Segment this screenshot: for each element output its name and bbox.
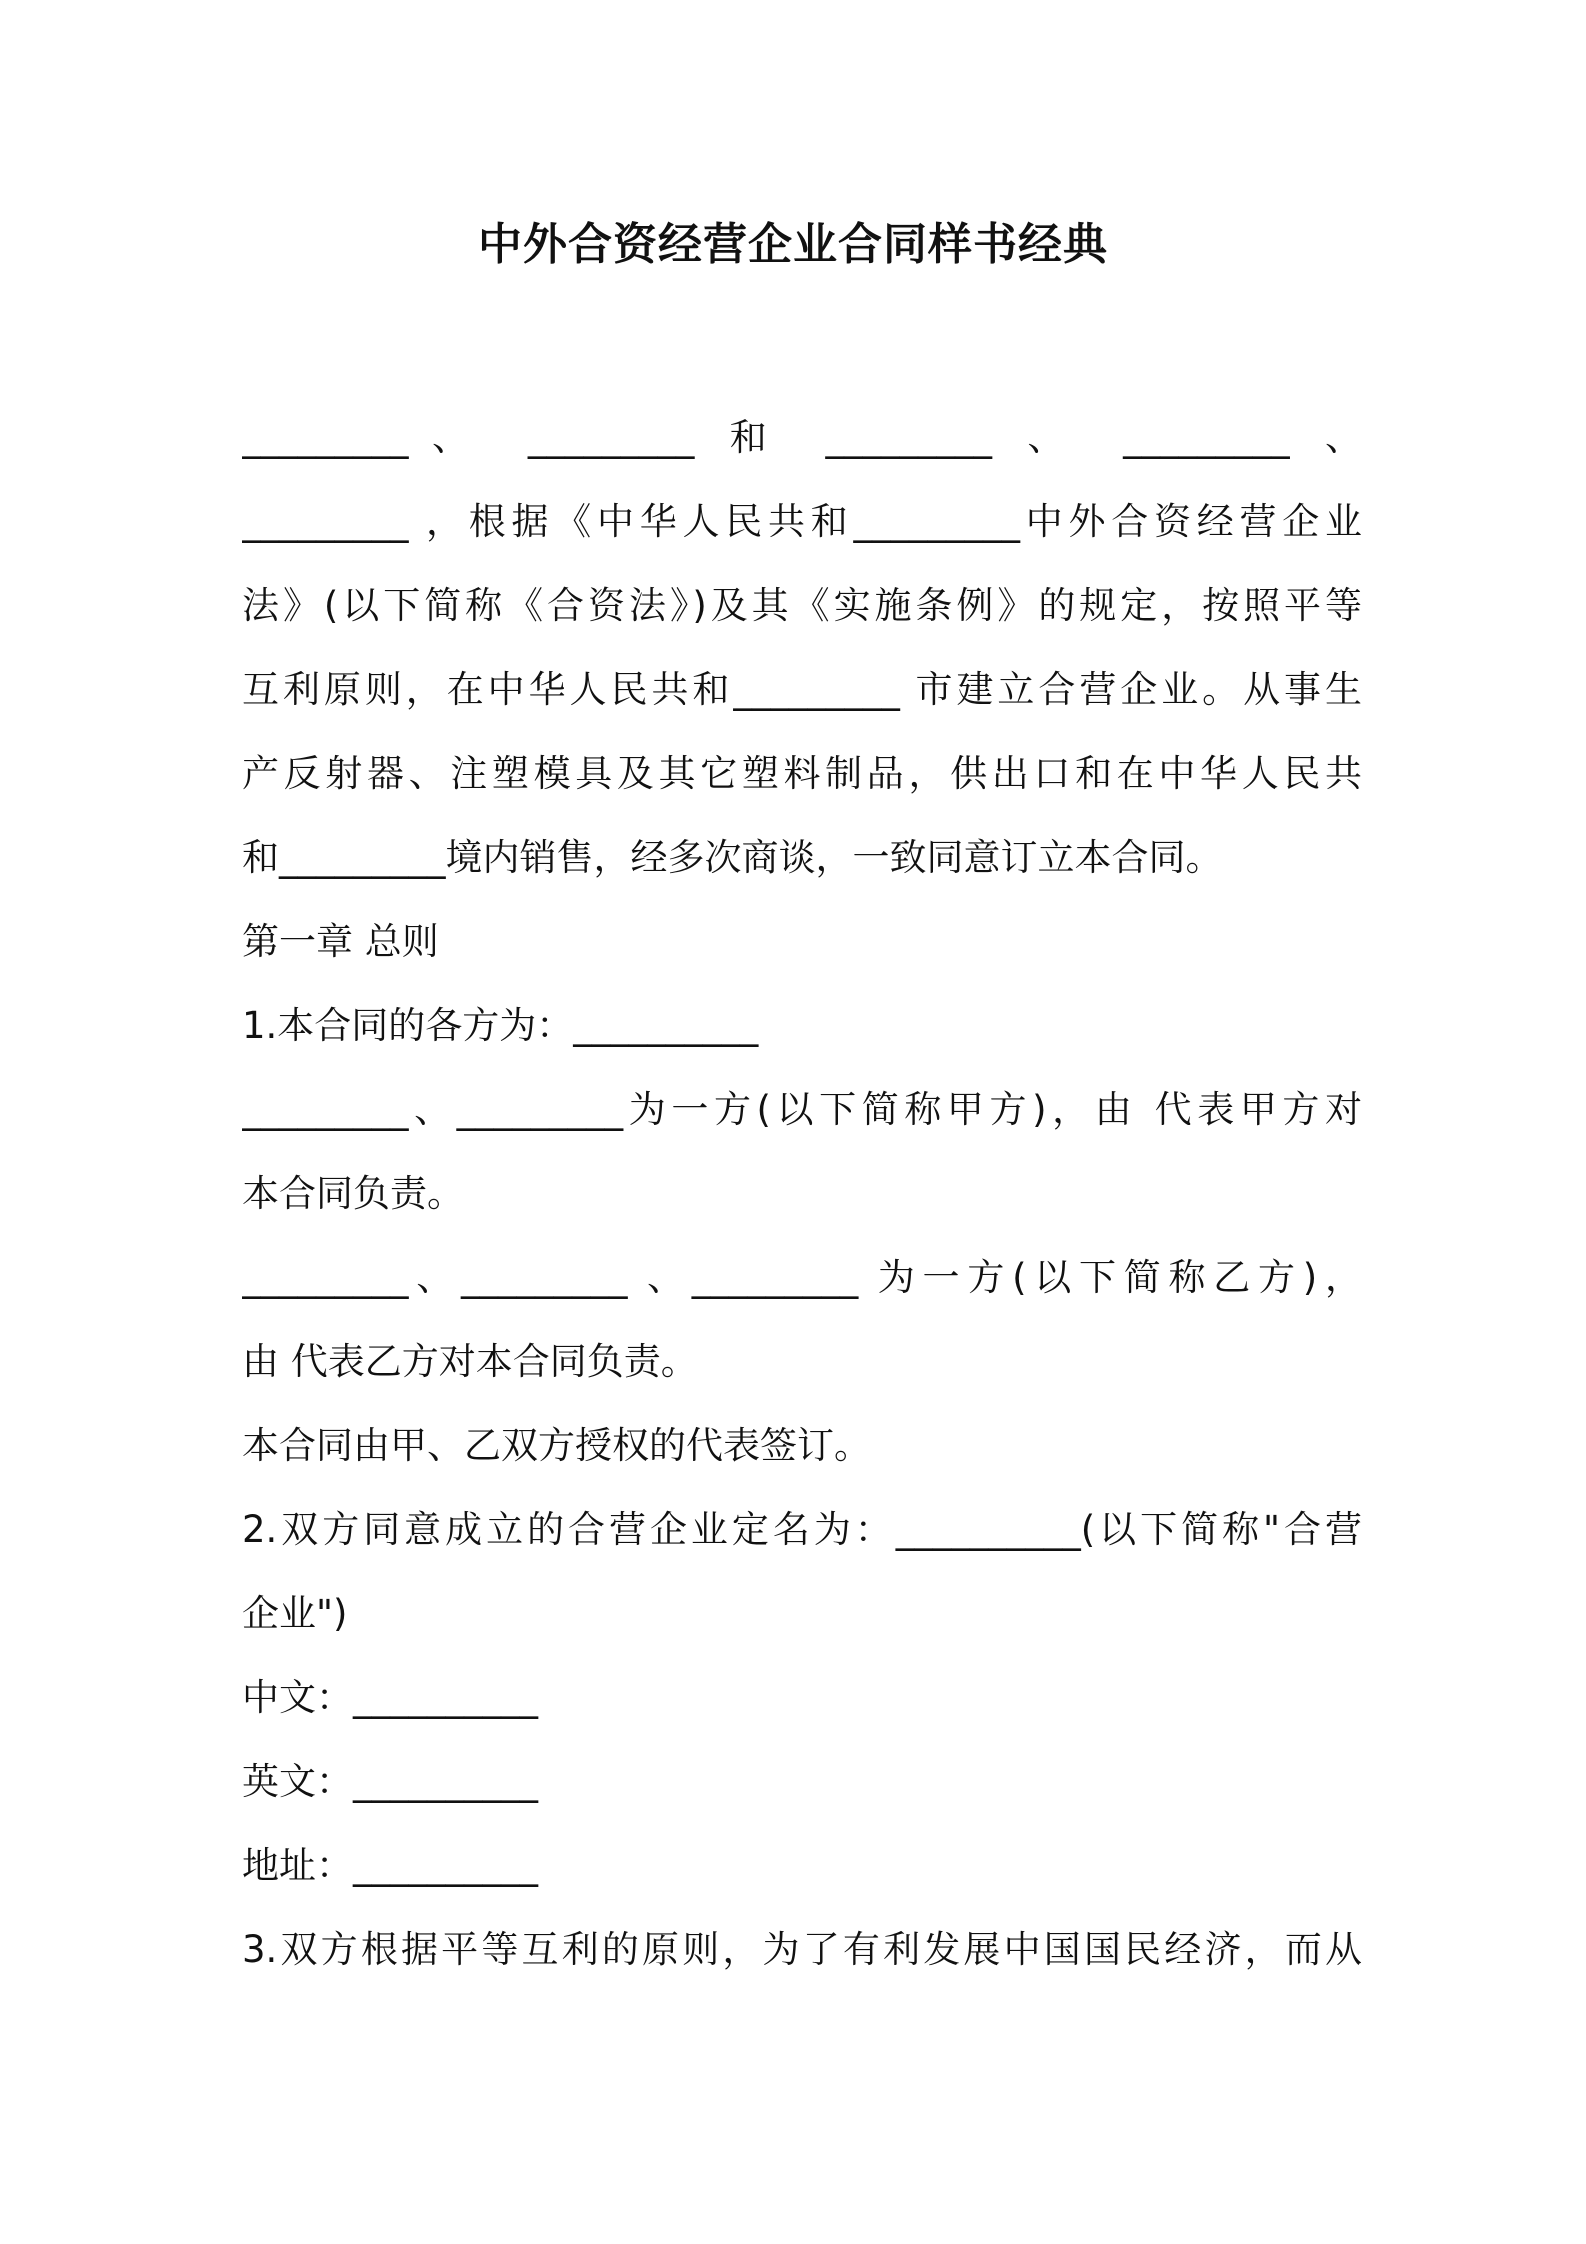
paragraph-line: 3.双方根据平等互利的原则，为了有利发展中国国民经济，而从 [242, 1928, 1362, 1971]
paragraph-line: _________、 _________ 和 _________ 、 _________ 、 [242, 416, 1362, 459]
paragraph-line: 1.本合同的各方为：__________ [242, 1004, 759, 1047]
paragraph-line: 本合同负责。 [242, 1172, 464, 1215]
paragraph-line: 2.双方同意成立的合营企业定名为：__________(以下简称"合营 [242, 1508, 1362, 1551]
paragraph-line: 互利原则，在中华人民共和_________ 市建立合营企业。从事生 [242, 668, 1362, 711]
paragraph-line: 由 代表乙方对本合同负责。 [242, 1340, 698, 1383]
chapter-heading: 第一章 总则 [242, 920, 439, 963]
paragraph-line: 产反射器、注塑模具及其它塑料制品，供出口和在中华人民共 [242, 752, 1362, 795]
document-title: 中外合资经营企业合同样书经典 [478, 219, 1108, 270]
paragraph-line: _________ ，根据《中华人民共和_________中外合资经营企业 [242, 500, 1362, 543]
paragraph-line: _________、_________ 、_________ 为一方(以下简称乙方)， [242, 1256, 1362, 1299]
paragraph-line: 和_________境内销售，经多次商谈，一致同意订立本合同。 [242, 836, 1223, 879]
paragraph-line: 法》(以下简称《合资法》)及其《实施条例》的规定，按照平等 [242, 584, 1362, 627]
field-line-english-name: 英文：__________ [242, 1760, 538, 1803]
paragraph-line: _________、_________为一方(以下简称甲方)，由 代表甲方对 [242, 1088, 1362, 1131]
paragraph-line: 企业") [242, 1592, 348, 1635]
field-line-address: 地址：__________ [242, 1844, 538, 1887]
paragraph-line: 本合同由甲、乙双方授权的代表签订。 [242, 1424, 871, 1467]
field-line-chinese-name: 中文：__________ [242, 1676, 538, 1719]
